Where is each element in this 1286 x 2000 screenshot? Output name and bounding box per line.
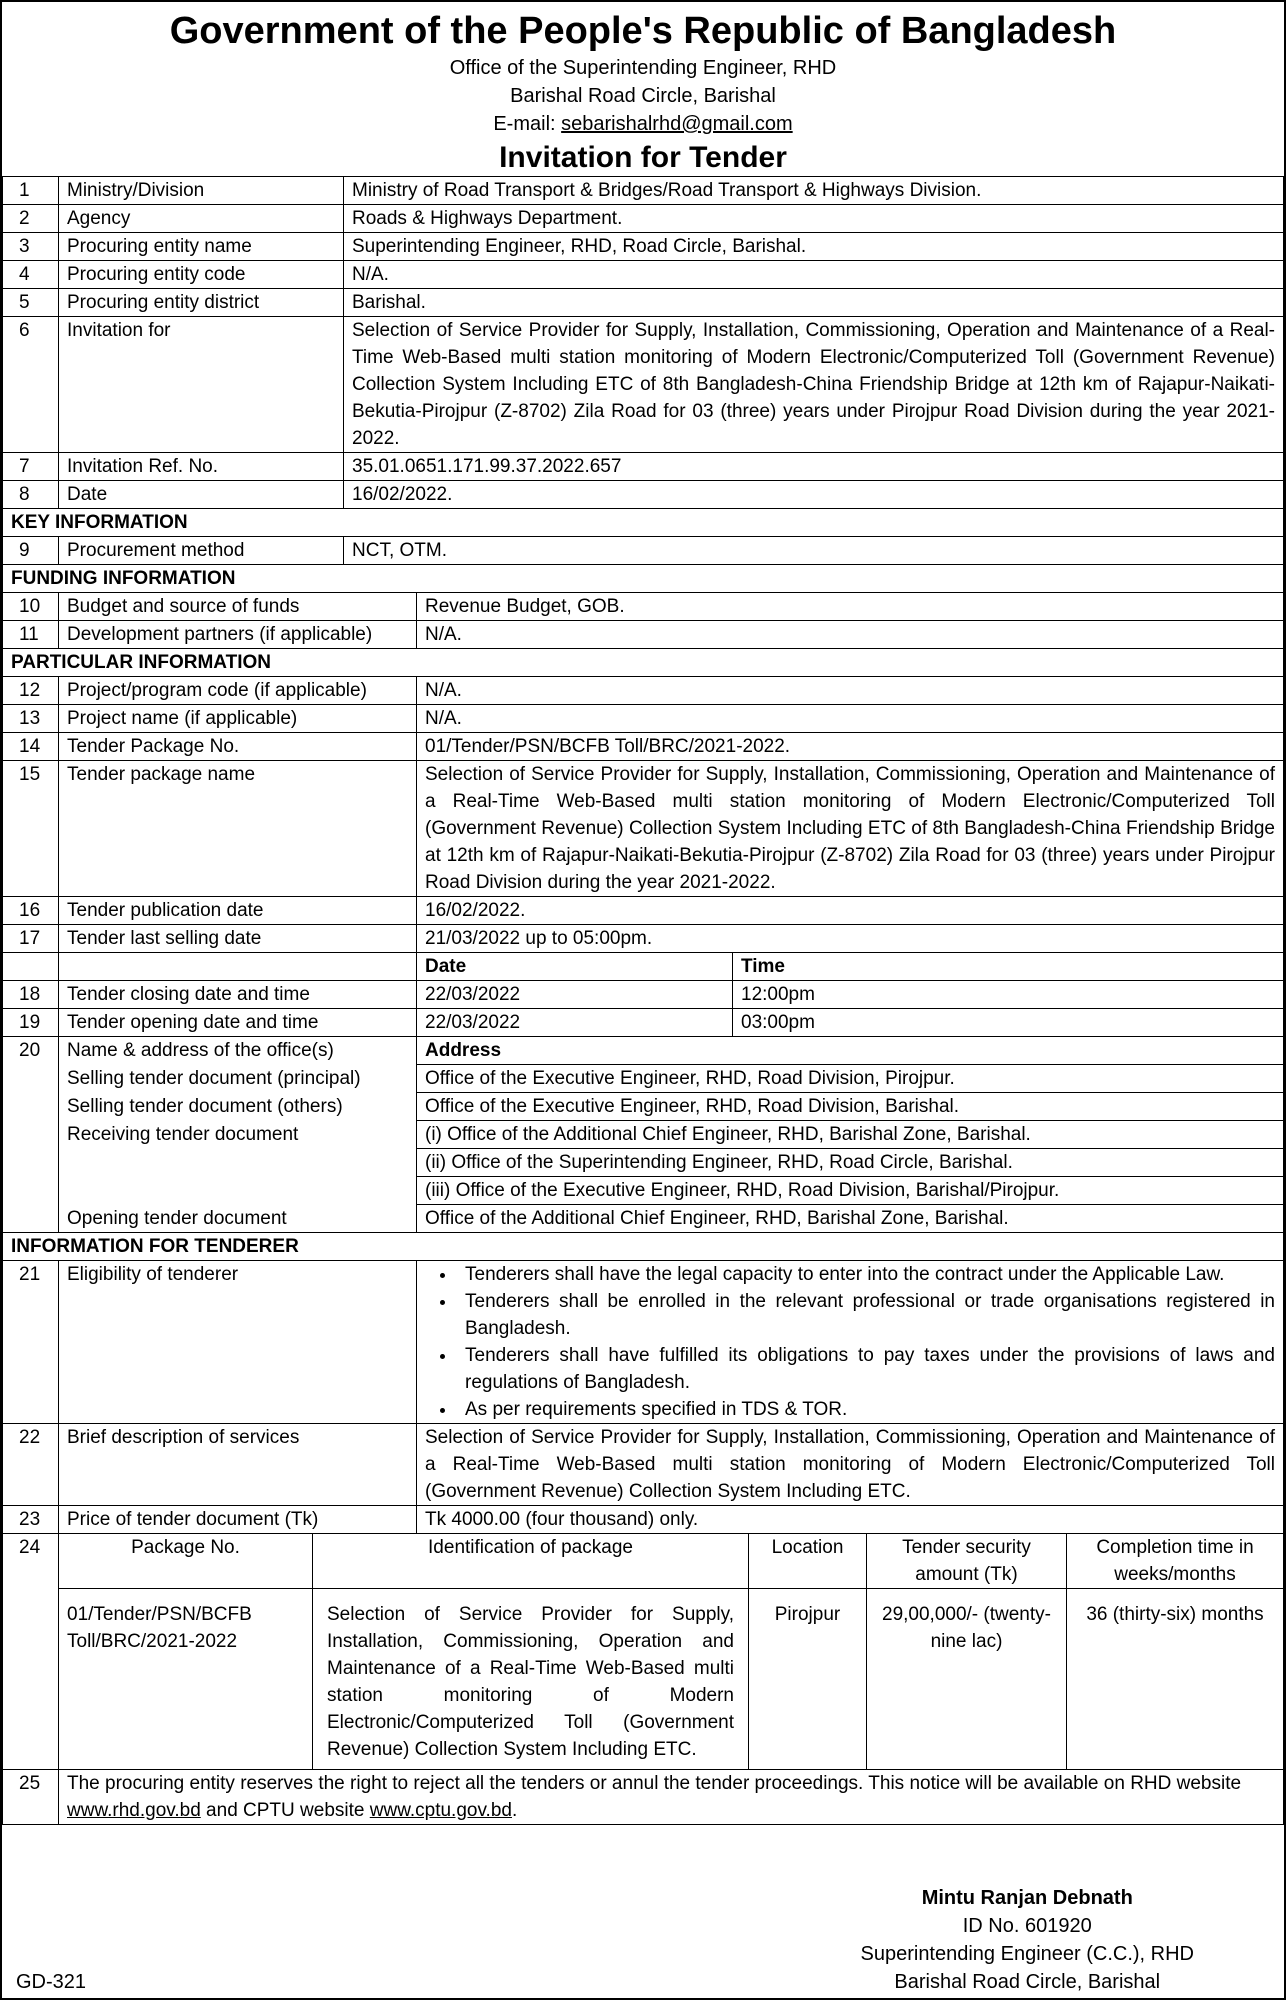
table-row [3, 481, 1284, 509]
time-column-header: Time [733, 953, 1284, 981]
rhd-website-link[interactable]: www.rhd.gov.bd [67, 1800, 201, 1821]
completion-header: Completion time in weeks/months [1067, 1534, 1284, 1589]
row-number: 11 [3, 621, 59, 649]
row-value: Selection of Service Provider for Supply, Installation, Commissioning, Operation and Maintenance of a Real-Time Web-Based multi station monitoring of Modern Electronic/Computerized Toll (Government Revenue) Collection System Including ETC of 8th Bangladesh-China Friendship Bridge at 12th km of Rajapur-Naikati-Bekutia-Pirojpur (Z-8702) Zila Road for 03 (three) years under Pirojpur Road Division during the year 2021-2022. [344, 317, 1284, 453]
row-value: Ministry of Road Transport & Bridges/Road Transport & Highways Division. [344, 177, 1284, 205]
row-value: Revenue Budget, GOB. [417, 593, 1284, 621]
row-number: 20 [3, 1037, 59, 1065]
row-value: N/A. [417, 705, 1284, 733]
table-row [3, 289, 1284, 317]
row-value: Tk 4000.00 (four thousand) only. [417, 1506, 1284, 1534]
date-column-header: Date [417, 953, 733, 981]
package-completion: 36 (thirty-six) months [1067, 1589, 1284, 1770]
row-value: Roads & Highways Department. [344, 205, 1284, 233]
row-value: Barishal. [344, 289, 1284, 317]
row-value: 35.01.0651.171.99.37.2022.657 [344, 453, 1284, 481]
location-header: Location [749, 1534, 867, 1589]
row-number: 14 [3, 733, 59, 761]
row-value: Office of the Additional Chief Engineer, RHD, Barishal Zone, Barishal. [417, 1205, 1284, 1233]
list-item: • As per requirements specified in TDS & TOR. [457, 1396, 1275, 1423]
row-label: Procuring entity code [59, 261, 344, 289]
table-row [3, 177, 1284, 205]
signatory-id: ID No. 601920 [962, 1915, 1092, 1937]
row-value: NCT, OTM. [344, 537, 1284, 565]
row-label: Agency [59, 205, 344, 233]
row-label: Name & address of the office(s) [59, 1037, 417, 1065]
row-number: 15 [3, 761, 59, 897]
email-line [2, 110, 1284, 138]
section-heading-row [3, 1233, 1284, 1261]
row-number: 9 [3, 537, 59, 565]
row-value: (iii) Office of the Executive Engineer, RHD, Road Division, Barishal/Pirojpur. [417, 1177, 1284, 1205]
row-number: 23 [3, 1506, 59, 1534]
package-no: 01/Tender/PSN/BCFB Toll/BRC/2021-2022 [59, 1589, 313, 1770]
security-header: Tender security amount (Tk) [867, 1534, 1067, 1589]
table-row [3, 453, 1284, 481]
circle-name: Barishal Road Circle, Barishal [510, 85, 776, 107]
package-row [3, 1589, 1284, 1770]
row-number: 5 [3, 289, 59, 317]
funding-heading: FUNDING INFORMATION [3, 565, 1284, 593]
row-label: Ministry/Division [59, 177, 344, 205]
row-number: 17 [3, 925, 59, 953]
table-row [3, 1037, 1284, 1065]
row-label: Tender Package No. [59, 733, 417, 761]
table-row [3, 1424, 1284, 1506]
signature-block [861, 1884, 1195, 1996]
row-label: Tender publication date [59, 897, 417, 925]
row-number: 19 [3, 1009, 59, 1037]
row-label: Tender package name [59, 761, 417, 897]
row-number: 12 [3, 677, 59, 705]
date-time-header-row [3, 953, 1284, 981]
table-row [3, 733, 1284, 761]
particular-heading: PARTICULAR INFORMATION [3, 649, 1284, 677]
office-name: Office of the Superintending Engineer, RHD [449, 57, 837, 79]
row-label: Procuring entity name [59, 233, 344, 261]
row-label: Procurement method [59, 537, 344, 565]
row-value: (i) Office of the Additional Chief Engineer, RHD, Barishal Zone, Barishal. [417, 1121, 1284, 1149]
row-number: 3 [3, 233, 59, 261]
cptu-website-link[interactable]: www.cptu.gov.bd [369, 1800, 512, 1821]
row-label: Development partners (if applicable) [59, 621, 417, 649]
row-number: 4 [3, 261, 59, 289]
closing-date: 22/03/2022 [417, 981, 733, 1009]
table-row [3, 677, 1284, 705]
table-row [3, 1093, 1284, 1121]
address-column-header: Address [417, 1037, 1284, 1065]
closing-time: 12:00pm [733, 981, 1284, 1009]
signatory-office: Barishal Road Circle, Barishal [894, 1971, 1161, 1993]
email-label: E-mail: [493, 113, 562, 135]
signatory-name: Mintu Ranjan Debnath [921, 1887, 1133, 1909]
table-row [3, 1177, 1284, 1205]
table-row [3, 593, 1284, 621]
row-label: Tender closing date and time [59, 981, 417, 1009]
row-label: Project/program code (if applicable) [59, 677, 417, 705]
tender-table-general [2, 176, 1284, 565]
row-number: 13 [3, 705, 59, 733]
tenderer-heading: INFORMATION FOR TENDERER [3, 1233, 1284, 1261]
row-value: N/A. [417, 677, 1284, 705]
row-number: 22 [3, 1424, 59, 1506]
row-number: 2 [3, 205, 59, 233]
row-label: Receiving tender document [59, 1121, 417, 1149]
table-row [3, 537, 1284, 565]
table-row [3, 205, 1284, 233]
section-heading-row [3, 649, 1284, 677]
row-value: Office of the Executive Engineer, RHD, Road Division, Barishal. [417, 1093, 1284, 1121]
row-label: Eligibility of tenderer [59, 1261, 417, 1424]
row-number: 16 [3, 897, 59, 925]
row-value: N/A. [344, 261, 1284, 289]
section-heading-row [3, 509, 1284, 537]
signatory-designation: Superintending Engineer (C.C.), RHD [860, 1943, 1194, 1965]
table-row [3, 1009, 1284, 1037]
package-table [2, 1533, 1284, 1825]
row-label: Invitation for [59, 317, 344, 453]
package-security: 29,00,000/- (twenty-nine lac) [867, 1589, 1067, 1770]
page-title: Invitation for Tender [499, 141, 787, 174]
table-row [3, 1149, 1284, 1177]
government-title: Government of the People's Republic of Bangladesh [169, 10, 1117, 52]
row-label: Selling tender document (principal) [59, 1065, 417, 1093]
row-number: 7 [3, 453, 59, 481]
email-link[interactable]: sebarishalrhd@gmail.com [561, 113, 793, 135]
row-number: 1 [3, 177, 59, 205]
row-value: (ii) Office of the Superintending Engineer, RHD, Road Circle, Barishal. [417, 1149, 1284, 1177]
table-row [3, 233, 1284, 261]
row-label: Tender opening date and time [59, 1009, 417, 1037]
opening-date: 22/03/2022 [417, 1009, 733, 1037]
list-item: • Tenderers shall be enrolled in the relevant professional or trade organisations registered in Bangladesh. [457, 1288, 1275, 1342]
notice-header [2, 2, 1284, 176]
row-number: 24 [3, 1534, 59, 1770]
row-label: Project name (if applicable) [59, 705, 417, 733]
footer-code: GD-321 [16, 1971, 87, 1993]
table-row [3, 897, 1284, 925]
table-row [3, 1205, 1284, 1233]
row-value: Selection of Service Provider for Supply, Installation, Commissioning, Operation and Maintenance of a Real-Time Web-Based multi station monitoring of Modern Electronic/Computerized Toll (Government Revenue) Collection System Including ETC. [417, 1424, 1284, 1506]
package-identification: Selection of Service Provider for Supply, Installation, Commissioning, Operation and Maintenance of a Real-Time Web-Based multi station monitoring of Modern Electronic/Computerized Toll (Government Revenue) Collection System Including ETC. [313, 1589, 749, 1770]
table-row [3, 1121, 1284, 1149]
table-row [3, 261, 1284, 289]
row-value: 16/02/2022. [417, 897, 1284, 925]
key-info-heading: KEY INFORMATION [3, 509, 1284, 537]
table-row [3, 981, 1284, 1009]
table-row [3, 1261, 1284, 1424]
opening-time: 03:00pm [733, 1009, 1284, 1037]
row-value: N/A. [417, 621, 1284, 649]
row-number: 8 [3, 481, 59, 509]
table-row [3, 317, 1284, 453]
package-no-header: Package No. [59, 1534, 313, 1589]
eligibility-list [425, 1261, 1275, 1423]
row-label: Price of tender document (Tk) [59, 1506, 417, 1534]
table-row [3, 1065, 1284, 1093]
eligibility-list-cell [417, 1261, 1284, 1424]
table-row [3, 621, 1284, 649]
table-row [3, 925, 1284, 953]
row-value: 16/02/2022. [344, 481, 1284, 509]
row-number: 6 [3, 317, 59, 453]
row-value: Superintending Engineer, RHD, Road Circle, Barishal. [344, 233, 1284, 261]
identification-header: Identification of package [313, 1534, 749, 1589]
row-value: 21/03/2022 up to 05:00pm. [417, 925, 1284, 953]
row-value: 01/Tender/PSN/BCFB Toll/BRC/2021-2022. [417, 733, 1284, 761]
section-heading-row [3, 565, 1284, 593]
row-label: Opening tender document [59, 1205, 417, 1233]
row-number: 25 [3, 1770, 59, 1825]
table-row [3, 761, 1284, 897]
table-row [3, 1506, 1284, 1534]
row-label: Brief description of services [59, 1424, 417, 1506]
row-label: Date [59, 481, 344, 509]
table-row [3, 1770, 1284, 1825]
list-item: • Tenderers shall have the legal capacity to enter into the contract under the Applicable Law. [457, 1261, 1275, 1288]
tender-table-details [2, 564, 1284, 1534]
table-row [3, 705, 1284, 733]
row-label: Selling tender document (others) [59, 1093, 417, 1121]
row-number: 10 [3, 593, 59, 621]
notice-text: The procuring entity reserves the right to reject all the tenders or annul the tender proceedings. This notice will be available on RHD website www.rhd.gov.bd and CPTU website www.cptu.gov.bd. [59, 1770, 1284, 1825]
row-label: Invitation Ref. No. [59, 453, 344, 481]
package-header-row [3, 1534, 1284, 1589]
package-location: Pirojpur [749, 1589, 867, 1770]
list-item: • Tenderers shall have fulfilled its obligations to pay taxes under the provisions of laws and regulations of Bangladesh. [457, 1342, 1275, 1396]
row-label: Procuring entity district [59, 289, 344, 317]
row-label: Tender last selling date [59, 925, 417, 953]
row-label: Budget and source of funds [59, 593, 417, 621]
row-value: Selection of Service Provider for Supply, Installation, Commissioning, Operation and Maintenance of a Real-Time Web-Based multi station monitoring of Modern Electronic/Computerized Toll (Government Revenue) Collection System Including ETC of 8th Bangladesh-China Friendship Bridge at 12th km of Rajapur-Naikati-Bekutia-Pirojpur (Z-8702) Zila Road for 03 (three) years under Pirojpur Road Division during the year 2021-2022. [417, 761, 1284, 897]
row-value: Office of the Executive Engineer, RHD, Road Division, Pirojpur. [417, 1065, 1284, 1093]
row-number: 21 [3, 1261, 59, 1424]
row-number: 18 [3, 981, 59, 1009]
